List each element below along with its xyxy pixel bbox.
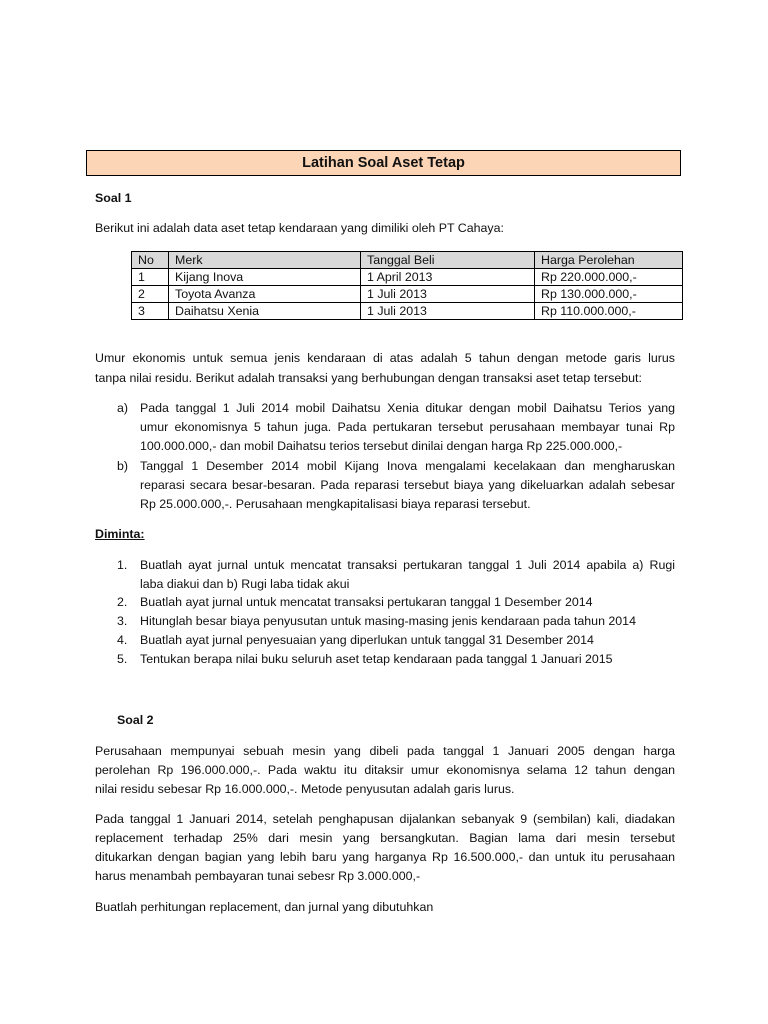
transaction-line: reparasi secara besar-besaran. Pada reparasi tersebut biaya yang dikeluarkan adalah sebesar xyxy=(140,478,675,492)
cell-harga: Rp 130.000.000,- xyxy=(535,286,683,303)
soal2-paragraph-line: perolehan Rp 196.000.000,-. Pada waktu itu ditaksir umur ekonomisnya selama 12 tahun dengan xyxy=(95,763,675,777)
header-harga-perolehan: Harga Perolehan xyxy=(535,252,683,269)
cell-tanggal: 1 April 2013 xyxy=(361,269,535,286)
table-row xyxy=(132,269,683,286)
diminta-label: Diminta: xyxy=(95,527,145,541)
task-line: Tentukan berapa nilai buku seluruh aset tetap kendaraan pada tanggal 1 Januari 2015 xyxy=(140,652,613,666)
task-line: Buatlah ayat jurnal untuk mencatat transaksi pertukaran tanggal 1 Juli 2014 apabila a) Rugi xyxy=(140,558,675,572)
soal1-paragraph-line: Umur ekonomis untuk semua jenis kendaraan di atas adalah 5 tahun dengan metode garis lurus xyxy=(95,351,675,365)
cell-tanggal: 1 Juli 2013 xyxy=(361,303,535,320)
cell-merk: Daihatsu Xenia xyxy=(169,303,361,320)
list-marker: 4. xyxy=(117,633,128,647)
transaction-line: Tanggal 1 Desember 2014 mobil Kijang Inova mengalami kecelakaan dan mengharuskan xyxy=(140,459,675,473)
table-header-row xyxy=(132,252,683,269)
task-line: Buatlah ayat jurnal penyesuaian yang diperlukan untuk tanggal 31 Desember 2014 xyxy=(140,633,594,647)
transaction-line: umur ekonomisnya 5 tahun juga. Pada pertukaran tersebut perusahaan membayar tunai Rp xyxy=(140,420,675,434)
soal2-instruction: Buatlah perhitungan replacement, dan jurnal yang dibutuhkan xyxy=(95,900,434,914)
cell-harga: Rp 220.000.000,- xyxy=(535,269,683,286)
list-marker: 3. xyxy=(117,614,128,628)
page-title-text: Latihan Soal Aset Tetap xyxy=(302,155,465,171)
soal1-intro: Berikut ini adalah data aset tetap kendaraan yang dimiliki oleh PT Cahaya: xyxy=(95,221,504,235)
transaction-line: Pada tanggal 1 Juli 2014 mobil Daihatsu Xenia ditukar dengan mobil Daihatsu Terios yang xyxy=(140,401,675,415)
list-marker: 1. xyxy=(117,558,128,572)
task-line: Buatlah ayat jurnal untuk mencatat transaksi pertukaran tanggal 1 Desember 2014 xyxy=(140,595,593,609)
cell-harga: Rp 110.000.000,- xyxy=(535,303,683,320)
page-title xyxy=(86,150,681,176)
table-row xyxy=(132,286,683,303)
cell-merk: Toyota Avanza xyxy=(169,286,361,303)
cell-no: 3 xyxy=(132,303,169,320)
soal2-paragraph-line: harus menambah pembayaran tunai sebesr Rp 3.000.000,- xyxy=(95,869,421,883)
list-marker: a) xyxy=(117,401,129,415)
soal2-paragraph-line: nilai residu sebesar Rp 16.000.000,-. Metode penyusutan adalah garis lurus. xyxy=(95,782,515,796)
table-row xyxy=(132,303,683,320)
task-line: Hitunglah besar biaya penyusutan untuk masing-masing jenis kendaraan pada tahun 2014 xyxy=(140,614,636,628)
soal1-paragraph-line: tanpa nilai residu. Berikut adalah transaksi yang berhubungan dengan transaksi aset tetap tersebut: xyxy=(95,371,642,385)
soal2-paragraph-line: ditukarkan dengan bagian yang lebih baru yang harganya Rp 16.500.000,- dan untuk itu perusahaan xyxy=(95,850,675,864)
transaction-line: Rp 25.000.000,-. Perusahaan mengkapitalisasi biaya reparasi tersebut. xyxy=(140,497,531,511)
cell-tanggal: 1 Juli 2013 xyxy=(361,286,535,303)
soal2-paragraph-line: replacement terhadap 25% dari mesin yang bersangkutan. Bagian lama dari mesin tersebut xyxy=(95,831,675,845)
header-merk: Merk xyxy=(169,252,361,269)
list-marker: b) xyxy=(117,459,129,473)
soal2-paragraph-line: Perusahaan mempunyai sebuah mesin yang dibeli pada tanggal 1 Januari 2005 dengan harga xyxy=(95,744,675,758)
task-line: laba diakui dan b) Rugi laba tidak akui xyxy=(140,577,350,591)
list-marker: 2. xyxy=(117,595,128,609)
cell-merk: Kijang Inova xyxy=(169,269,361,286)
soal2-paragraph-line: Pada tanggal 1 Januari 2014, setelah penghapusan dijalankan sebanyak 9 (sembilan) kali, diadakan xyxy=(95,812,675,826)
header-tanggal-beli: Tanggal Beli xyxy=(361,252,535,269)
asset-table xyxy=(131,251,683,320)
list-marker: 5. xyxy=(117,652,128,666)
soal2-heading: Soal 2 xyxy=(117,713,154,727)
cell-no: 2 xyxy=(132,286,169,303)
soal1-heading: Soal 1 xyxy=(95,191,132,205)
header-no: No xyxy=(132,252,169,269)
cell-no: 1 xyxy=(132,269,169,286)
transaction-line: 100.000.000,- dan mobil Daihatsu terios tersebut dinilai dengan harga Rp 225.000.000,- xyxy=(140,439,623,453)
